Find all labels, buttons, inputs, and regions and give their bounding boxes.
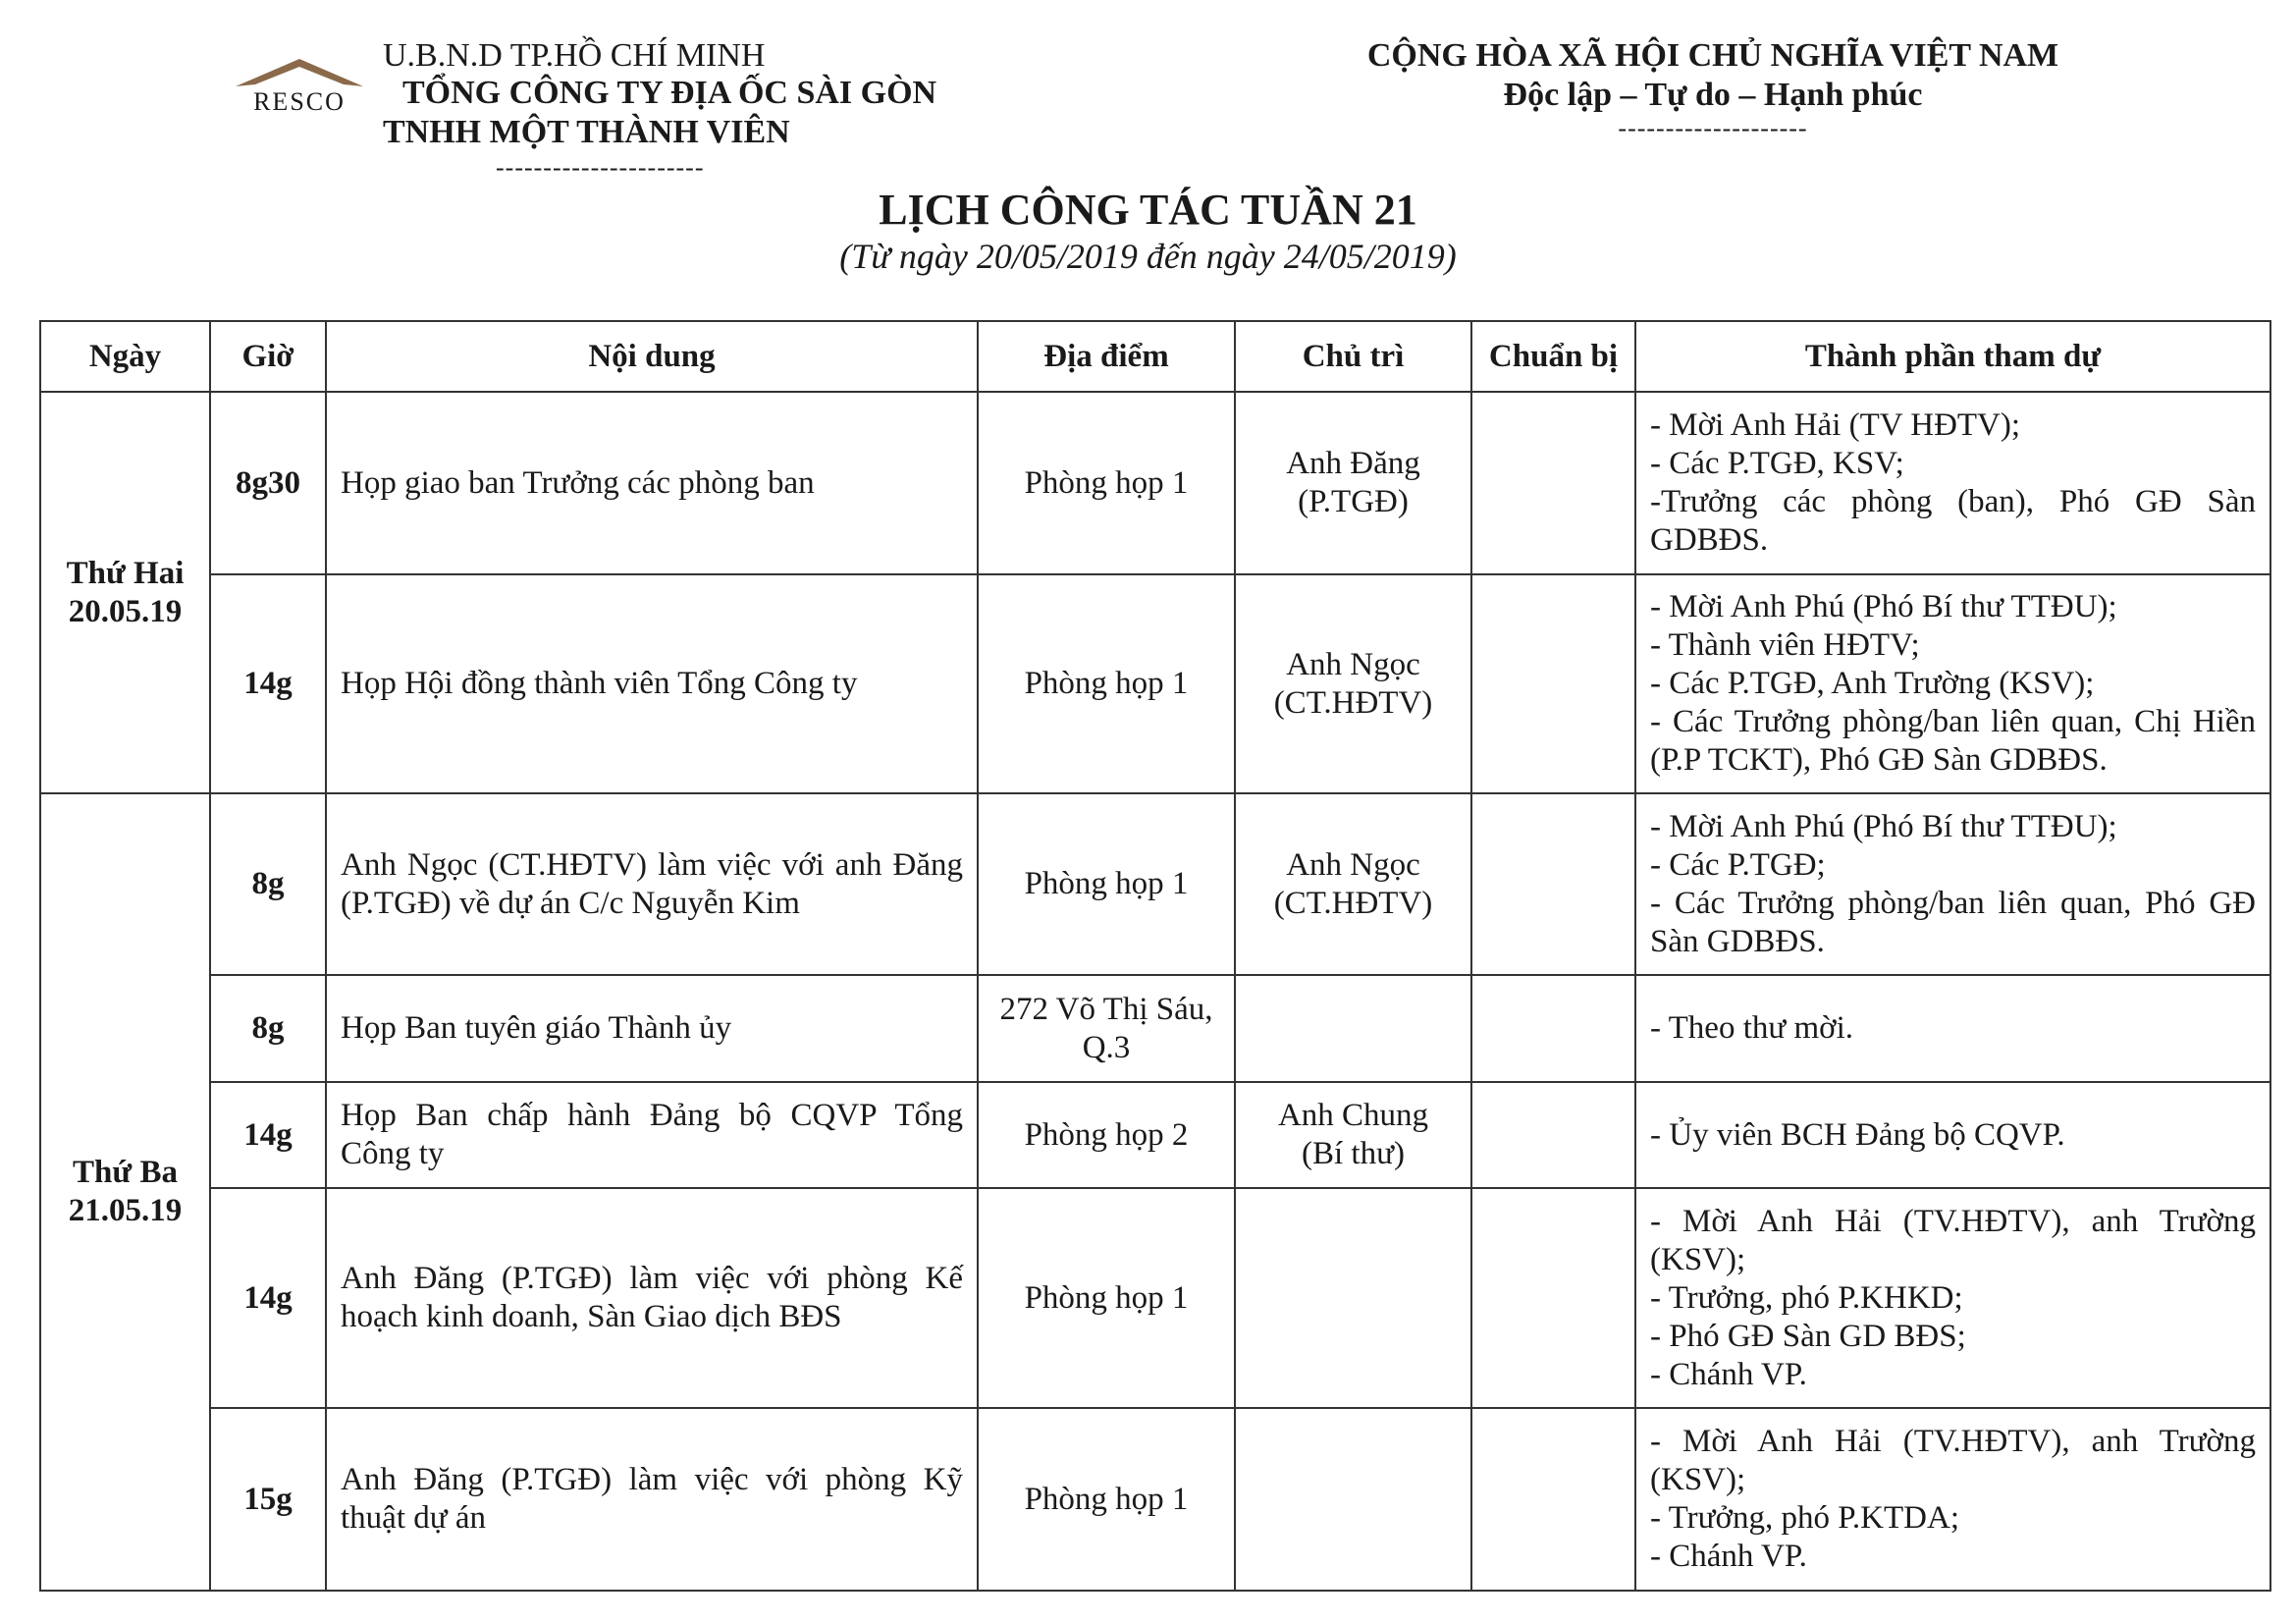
time-cell: 14g bbox=[210, 1082, 326, 1188]
location-cell: 272 Võ Thị Sáu, Q.3 bbox=[978, 975, 1235, 1082]
col-header-participants: Thành phần tham dự bbox=[1635, 321, 2270, 392]
col-header-chair: Chủ trì bbox=[1235, 321, 1471, 392]
chair-name: Anh Đăng bbox=[1286, 446, 1420, 481]
day-date: 20.05.19 bbox=[68, 593, 183, 629]
day-cell-tuesday bbox=[40, 793, 210, 1591]
location-cell: Phòng họp 1 bbox=[978, 1408, 1235, 1591]
chair-title: (P.TGĐ) bbox=[1298, 484, 1409, 519]
chair-title: (CT.HĐTV) bbox=[1273, 684, 1433, 721]
table-row bbox=[40, 1188, 2270, 1408]
participant-line: - Chánh VP. bbox=[1650, 1539, 1807, 1574]
participant-line: - Mời Anh Hải (TV.HĐTV), anh Trường (KSV); bbox=[1650, 1203, 2256, 1277]
participant-line: - Trưởng, phó P.KHKD; bbox=[1650, 1279, 1963, 1316]
table-row bbox=[40, 1408, 2270, 1591]
prep-cell bbox=[1471, 574, 1635, 793]
col-header-location: Địa điểm bbox=[978, 321, 1235, 392]
time-cell: 8g bbox=[210, 793, 326, 975]
table-row bbox=[40, 392, 2270, 574]
participant-line: - Mời Anh Hải (TV HĐTV); bbox=[1650, 407, 2021, 443]
participant-line: - Các Trưởng phòng/ban liên quan, Phó GĐ Sàn GDBĐS. bbox=[1650, 885, 2256, 959]
table-row bbox=[40, 1082, 2270, 1188]
day-date: 21.05.19 bbox=[68, 1193, 183, 1228]
participant-line: - Theo thư mời. bbox=[1650, 1010, 1854, 1046]
participants-cell bbox=[1635, 975, 2270, 1082]
day-name: Thứ Hai bbox=[66, 555, 185, 591]
document-title: LỊCH CÔNG TÁC TUẦN 21 bbox=[879, 186, 1417, 234]
agency-line-3: TNHH MỘT THÀNH VIÊN bbox=[383, 114, 790, 150]
chair-cell bbox=[1235, 1188, 1471, 1408]
content-cell: Họp Ban tuyên giáo Thành ủy bbox=[326, 975, 978, 1082]
location-cell: Phòng họp 1 bbox=[978, 793, 1235, 975]
resco-logo bbox=[216, 57, 383, 116]
chair-cell bbox=[1235, 1408, 1471, 1591]
national-title: CỘNG HÒA XÃ HỘI CHỦ NGHĨA VIỆT NAM bbox=[1366, 37, 2059, 74]
time-cell: 8g30 bbox=[210, 392, 326, 574]
national-divider: -------------------- bbox=[1618, 114, 1808, 142]
national-header bbox=[1306, 37, 2120, 143]
schedule-table bbox=[39, 320, 2271, 1592]
location-cell: Phòng họp 2 bbox=[978, 1082, 1235, 1188]
participant-line: - Ủy viên BCH Đảng bộ CQVP. bbox=[1650, 1116, 2065, 1153]
participant-line: -Trưởng các phòng (ban), Phó GĐ Sàn GDBĐS. bbox=[1650, 484, 2256, 558]
content-cell: Anh Đăng (P.TGĐ) làm việc với phòng Kỹ thuật dự án bbox=[326, 1408, 978, 1591]
col-header-day: Ngày bbox=[40, 321, 210, 392]
time-cell: 15g bbox=[210, 1408, 326, 1591]
prep-cell bbox=[1471, 975, 1635, 1082]
time-cell: 14g bbox=[210, 1188, 326, 1408]
col-header-time: Giờ bbox=[210, 321, 326, 392]
content-cell: Anh Đăng (P.TGĐ) làm việc với phòng Kế hoạch kinh doanh, Sàn Giao dịch BĐS bbox=[326, 1188, 978, 1408]
agency-line-1: U.B.N.D TP.HỒ CHÍ MINH bbox=[383, 37, 766, 74]
day-name: Thứ Ba bbox=[73, 1155, 178, 1190]
location-cell: Phòng họp 1 bbox=[978, 1188, 1235, 1408]
participant-line: - Phó GĐ Sàn GD BĐS; bbox=[1650, 1318, 1966, 1354]
table-header-row bbox=[40, 321, 2270, 392]
document-subtitle: (Từ ngày 20/05/2019 đến ngày 24/05/2019) bbox=[839, 237, 1457, 276]
agency-line-2: TỔNG CÔNG TY ĐỊA ỐC SÀI GÒN bbox=[402, 75, 937, 111]
table-row bbox=[40, 793, 2270, 975]
participants-cell bbox=[1635, 793, 2270, 975]
chair-cell bbox=[1235, 793, 1471, 975]
participants-cell bbox=[1635, 1408, 2270, 1591]
participants-cell bbox=[1635, 574, 2270, 793]
chair-title: (Bí thư) bbox=[1302, 1136, 1405, 1171]
prep-cell bbox=[1471, 1408, 1635, 1591]
day-cell-monday bbox=[40, 392, 210, 793]
time-cell: 8g bbox=[210, 975, 326, 1082]
participant-line: - Mời Anh Phú (Phó Bí thư TTĐU); bbox=[1650, 589, 2117, 624]
prep-cell bbox=[1471, 1188, 1635, 1408]
svg-text:RESCO: RESCO bbox=[253, 87, 346, 116]
chair-name: Anh Ngọc bbox=[1286, 846, 1420, 883]
prep-cell bbox=[1471, 392, 1635, 574]
chair-cell bbox=[1235, 392, 1471, 574]
participant-line: - Thành viên HĐTV; bbox=[1650, 627, 1920, 663]
location-cell: Phòng họp 1 bbox=[978, 574, 1235, 793]
participant-line: - Trưởng, phó P.KTDA; bbox=[1650, 1500, 1959, 1536]
participant-line: - Mời Anh Hải (TV.HĐTV), anh Trường (KSV); bbox=[1650, 1424, 2256, 1497]
participants-cell bbox=[1635, 1082, 2270, 1188]
chair-title: (CT.HĐTV) bbox=[1273, 885, 1433, 921]
content-cell: Họp giao ban Trưởng các phòng ban bbox=[326, 392, 978, 574]
chair-name: Anh Chung bbox=[1277, 1098, 1429, 1133]
prep-cell bbox=[1471, 1082, 1635, 1188]
col-header-content: Nội dung bbox=[326, 321, 978, 392]
participant-line: - Mời Anh Phú (Phó Bí thư TTĐU); bbox=[1650, 808, 2117, 844]
agency-divider: ---------------------- bbox=[496, 153, 705, 182]
content-cell: Họp Ban chấp hành Đảng bộ CQVP Tổng Công ty bbox=[326, 1082, 978, 1188]
col-header-prep: Chuẩn bị bbox=[1471, 321, 1635, 392]
chair-cell bbox=[1235, 1082, 1471, 1188]
content-cell: Anh Ngọc (CT.HĐTV) làm việc với anh Đăng (P.TGĐ) về dự án C/c Nguyễn Kim bbox=[326, 793, 978, 975]
participants-cell bbox=[1635, 1188, 2270, 1408]
participant-line: - Các Trưởng phòng/ban liên quan, Chị Hiền (P.P TCKT), Phó GĐ Sàn GDBĐS. bbox=[1650, 704, 2256, 778]
table-row bbox=[40, 975, 2270, 1082]
participant-line: - Các P.TGĐ; bbox=[1650, 846, 1826, 883]
participant-line: - Các P.TGĐ, KSV; bbox=[1650, 446, 1904, 481]
participant-line: - Chánh VP. bbox=[1650, 1356, 1807, 1392]
content-cell: Họp Hội đồng thành viên Tổng Công ty bbox=[326, 574, 978, 793]
participant-line: - Các P.TGĐ, Anh Trường (KSV); bbox=[1650, 666, 2095, 701]
chair-cell bbox=[1235, 975, 1471, 1082]
chair-name: Anh Ngọc bbox=[1286, 646, 1420, 682]
table-row bbox=[40, 574, 2270, 793]
time-cell: 14g bbox=[210, 574, 326, 793]
prep-cell bbox=[1471, 793, 1635, 975]
location-cell: Phòng họp 1 bbox=[978, 392, 1235, 574]
national-motto: Độc lập – Tự do – Hạnh phúc bbox=[1503, 77, 1923, 113]
chair-cell bbox=[1235, 574, 1471, 793]
participants-cell bbox=[1635, 392, 2270, 574]
